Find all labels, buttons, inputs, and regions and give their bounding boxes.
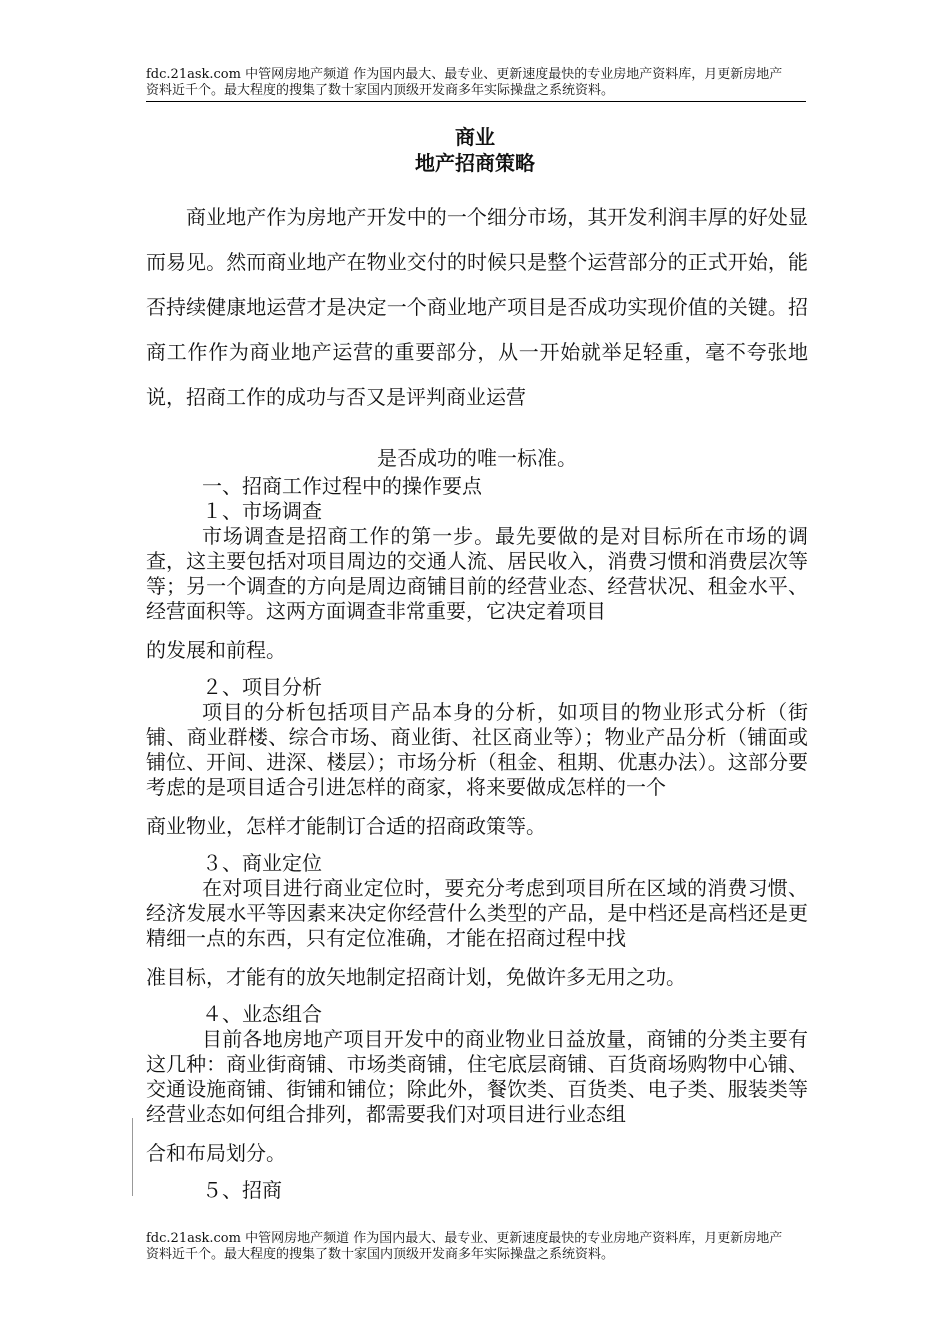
section-2-title: ２、项目分析 [202, 675, 322, 699]
section-1-body [146, 524, 808, 663]
page-header [146, 67, 806, 102]
header-line-2: 资料近千个。最大程度的搜集了数十家国内顶级开发商多年实际操盘之系统资料。 [146, 83, 615, 98]
intro-section [146, 195, 808, 481]
body-sections [146, 474, 808, 1203]
footer-line-1: fdc.21ask.com 中管网房地产频道 作为国内最大、最专业、更新速度最快的专业房地产资料库，月更新房地产 [146, 1231, 783, 1246]
document-title [0, 124, 950, 176]
section-2-text: 项目的分析包括项目产品本身的分析，如项目的物业形式分析（街铺、商业群楼、综合市场、商业街、社区商业等）；物业产品分析（铺面或铺位、开间、进深、楼层）；市场分析（租金、租期、优惠办法）。这部分要考虑的是项目适合引进怎样的商家，将来要做成怎样的一个 [146, 700, 808, 799]
section-4-title: ４、业态组合 [202, 1002, 322, 1026]
section-2-tail: 商业物业，怎样才能制订合适的招商政策等。 [146, 814, 546, 838]
intro-paragraph-end: 是否成功的唯一标准。 [377, 446, 577, 470]
section-4-body [146, 1027, 808, 1166]
section-1-title: １、市场调查 [202, 499, 322, 523]
section-heading: 一、招商工作过程中的操作要点 [202, 474, 482, 498]
page-footer [146, 1231, 806, 1263]
section-3-title: ３、商业定位 [202, 851, 322, 875]
footer-line-2: 资料近千个。最大程度的搜集了数十家国内顶级开发商多年实际操盘之系统资料。 [146, 1247, 615, 1262]
section-2-body [146, 700, 808, 839]
title-line-1: 商业 [455, 125, 495, 149]
section-3-body [146, 876, 808, 990]
title-line-2: 地产招商策略 [415, 151, 535, 175]
section-1-text: 市场调查是招商工作的第一步。最先要做的是对目标所在市场的调查，这主要包括对项目周边的交通人流、居民收入，消费习惯和消费层次等等；另一个调查的方向是周边商铺目前的经营业态、经营状况、租金水平、经营面积等。这两方面调查非常重要，它决定着项目 [146, 524, 808, 623]
header-line-1: fdc.21ask.com 中管网房地产频道 作为国内最大、最专业、更新速度最快的专业房地产资料库，月更新房地产 [146, 67, 783, 82]
section-1-tail: 的发展和前程。 [146, 638, 286, 662]
section-4-text: 目前各地房地产项目开发中的商业物业日益放量，商铺的分类主要有这几种：商业街商铺、市场类商铺，住宅底层商铺、百货商场购物中心铺、交通设施商铺、街铺和铺位；除此外，餐饮类、百货类、电子类、服装类等经营业态如何组合排列，都需要我们对项目进行业态组 [146, 1027, 808, 1126]
section-3-tail: 准目标，才能有的放矢地制定招商计划，免做许多无用之功。 [146, 965, 686, 989]
section-3-text: 在对项目进行商业定位时，要充分考虑到项目所在区域的消费习惯、经济发展水平等因素来决定你经营什么类型的产品，是中档还是高档还是更精细一点的东西，只有定位准确，才能在招商过程中找 [146, 876, 808, 950]
section-4-tail: 合和布局划分。 [146, 1141, 286, 1165]
intro-paragraph: 商业地产作为房地产开发中的一个细分市场，其开发利润丰厚的好处显而易见。然而商业地产在物业交付的时候只是整个运营部分的正式开始，能否持续健康地运营才是决定一个商业地产项目是否成功实现价值的关键。招商工作作为商业地产运营的重要部分，从一开始就举足轻重，毫不夸张地说，招商工作的成功与否又是评判商业运营 [146, 205, 808, 409]
section-5-title: ５、招商 [202, 1178, 282, 1202]
margin-rule [132, 1118, 133, 1196]
